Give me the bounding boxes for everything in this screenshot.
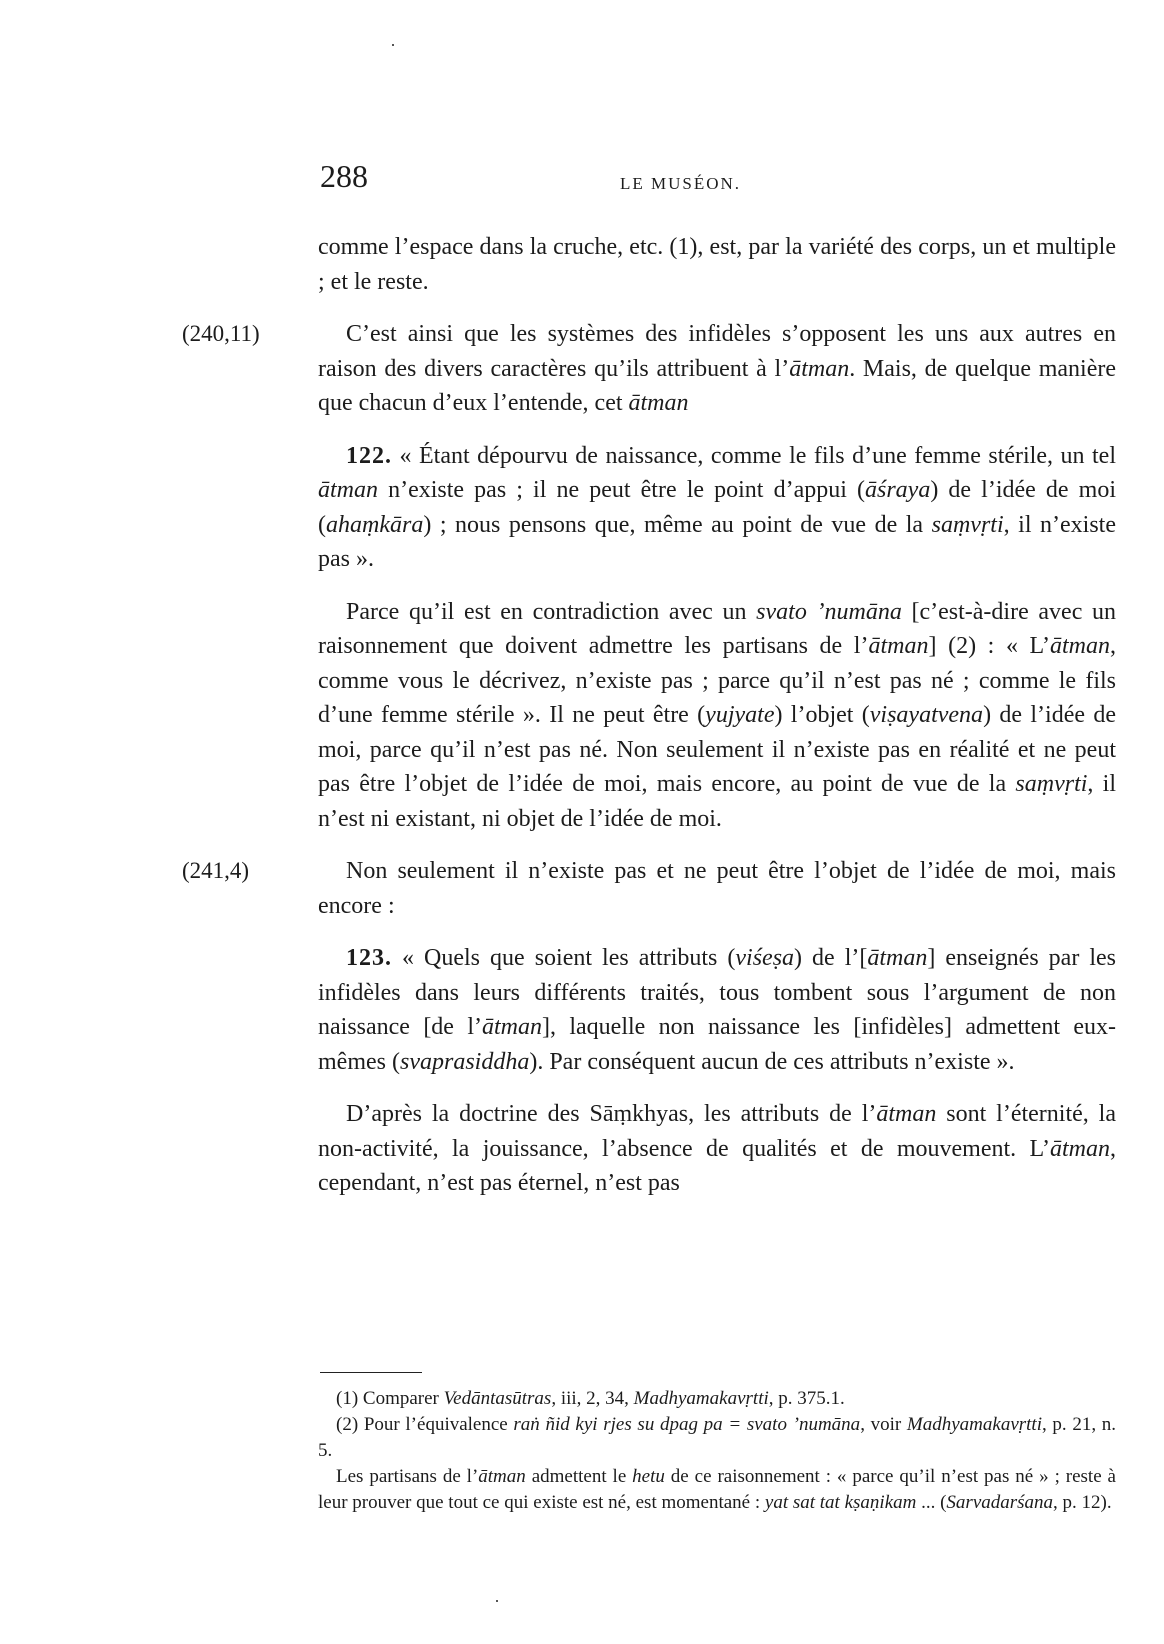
paragraph-2: (240,11) C’est ainsi que les systèmes des infidèles s’opposent les uns aux autres en raison des divers caractères qu’ils attribuent à l’ātman. Mais, de quelque manière que chacun d’eux l’entende, cet ātman bbox=[318, 317, 1116, 421]
speck-mark bbox=[392, 44, 394, 46]
footnotes bbox=[318, 1386, 1116, 1516]
speck-mark bbox=[496, 1600, 498, 1602]
page-body bbox=[182, 230, 1117, 1201]
verse-number: 122. bbox=[346, 442, 392, 469]
verse-122: 122. « Étant dépourvu de naissance, comme le fils d’une femme stérile, un tel ātman n’existe pas ; il ne peut être le point d’appui (āśraya) de l’idée de moi (ahaṃkāra) ; nous pensons que, même au point de vue de la saṃvṛti, il n’existe pas ». bbox=[318, 442, 1117, 572]
verse-number: 123. bbox=[346, 945, 392, 971]
paragraph-transition: (241,4) Non seulement il n’existe pas et ne peut être l’objet de l’idée de moi, mais encore : bbox=[318, 854, 1116, 923]
margin-reference: (241,4) bbox=[182, 858, 250, 883]
page-header bbox=[320, 160, 1120, 202]
paragraph-1: comme l’espace dans la cruche, etc. (1), est, par la variété des corps, un et multiple ; et le reste. bbox=[318, 234, 1116, 295]
footnote-1: (1) Comparer Vedāntasūtras, iii, 2, 34, Madhyamakavṛtti, p. 375.1. bbox=[336, 1388, 845, 1409]
verse-123: 123. « Quels que soient les attributs (viśeṣa) de l’[ātman] enseignés par les infidèles dans leurs différents traités, tous tombent sous l’argument de non naissance [de l’ātman], laquelle non naissance les [infidèles] admettent eux-mêmes (svaprasiddha). Par conséquent aucun de ces attributs n’existe ». bbox=[318, 945, 1117, 1075]
footnote-2: (2) Pour l’équivalence raṅ ñid kyi rjes su dpag pa = svato ’numāna, voir Madhyamakavṛtti, p. 21, n. 5. bbox=[318, 1414, 1117, 1461]
footnote-2-continued: Les partisans de l’ātman admettent le hetu de ce raisonnement : « parce qu’il n’est pas né » ; reste à leur prouver que tout ce qui existe est né, est momentané : yat sat tat kṣaṇikam ... (Sarvadarśana, p. 12). bbox=[318, 1466, 1116, 1513]
margin-reference: (240,11) bbox=[182, 321, 260, 346]
paragraph-samkhya: D’après la doctrine des Sāṃkhyas, les attributs de l’ātman sont l’éternité, la non-activité, la jouissance, l’absence de qualités et de mouvement. L’ātman, cependant, n’est pas éternel, n’est pas bbox=[318, 1101, 1116, 1196]
footnote-divider bbox=[320, 1372, 422, 1373]
paragraph-commentary: Parce qu’il est en contradiction avec un svato ’numāna [c’est-à-dire avec un raisonnement que doivent admettre les partisans de l’ātman] (2) : « L’ātman, comme vous le décrivez, n’existe pas ; parce qu’il n’est pas né ; comme le fils d’une femme stérile ». Il ne peut être (yujyate) l’objet (viṣayatvena) de l’idée de moi, parce qu’il n’est pas né. Non seulement il n’existe pas en réalité et ne peut pas être l’objet de l’idée de moi, mais encore, au point de vue de la saṃvṛti, il n’est ni existant, ni objet de l’idée de moi. bbox=[318, 598, 1117, 832]
running-title: LE MUSÉON. bbox=[620, 174, 742, 193]
page-number: 288 bbox=[320, 158, 368, 194]
